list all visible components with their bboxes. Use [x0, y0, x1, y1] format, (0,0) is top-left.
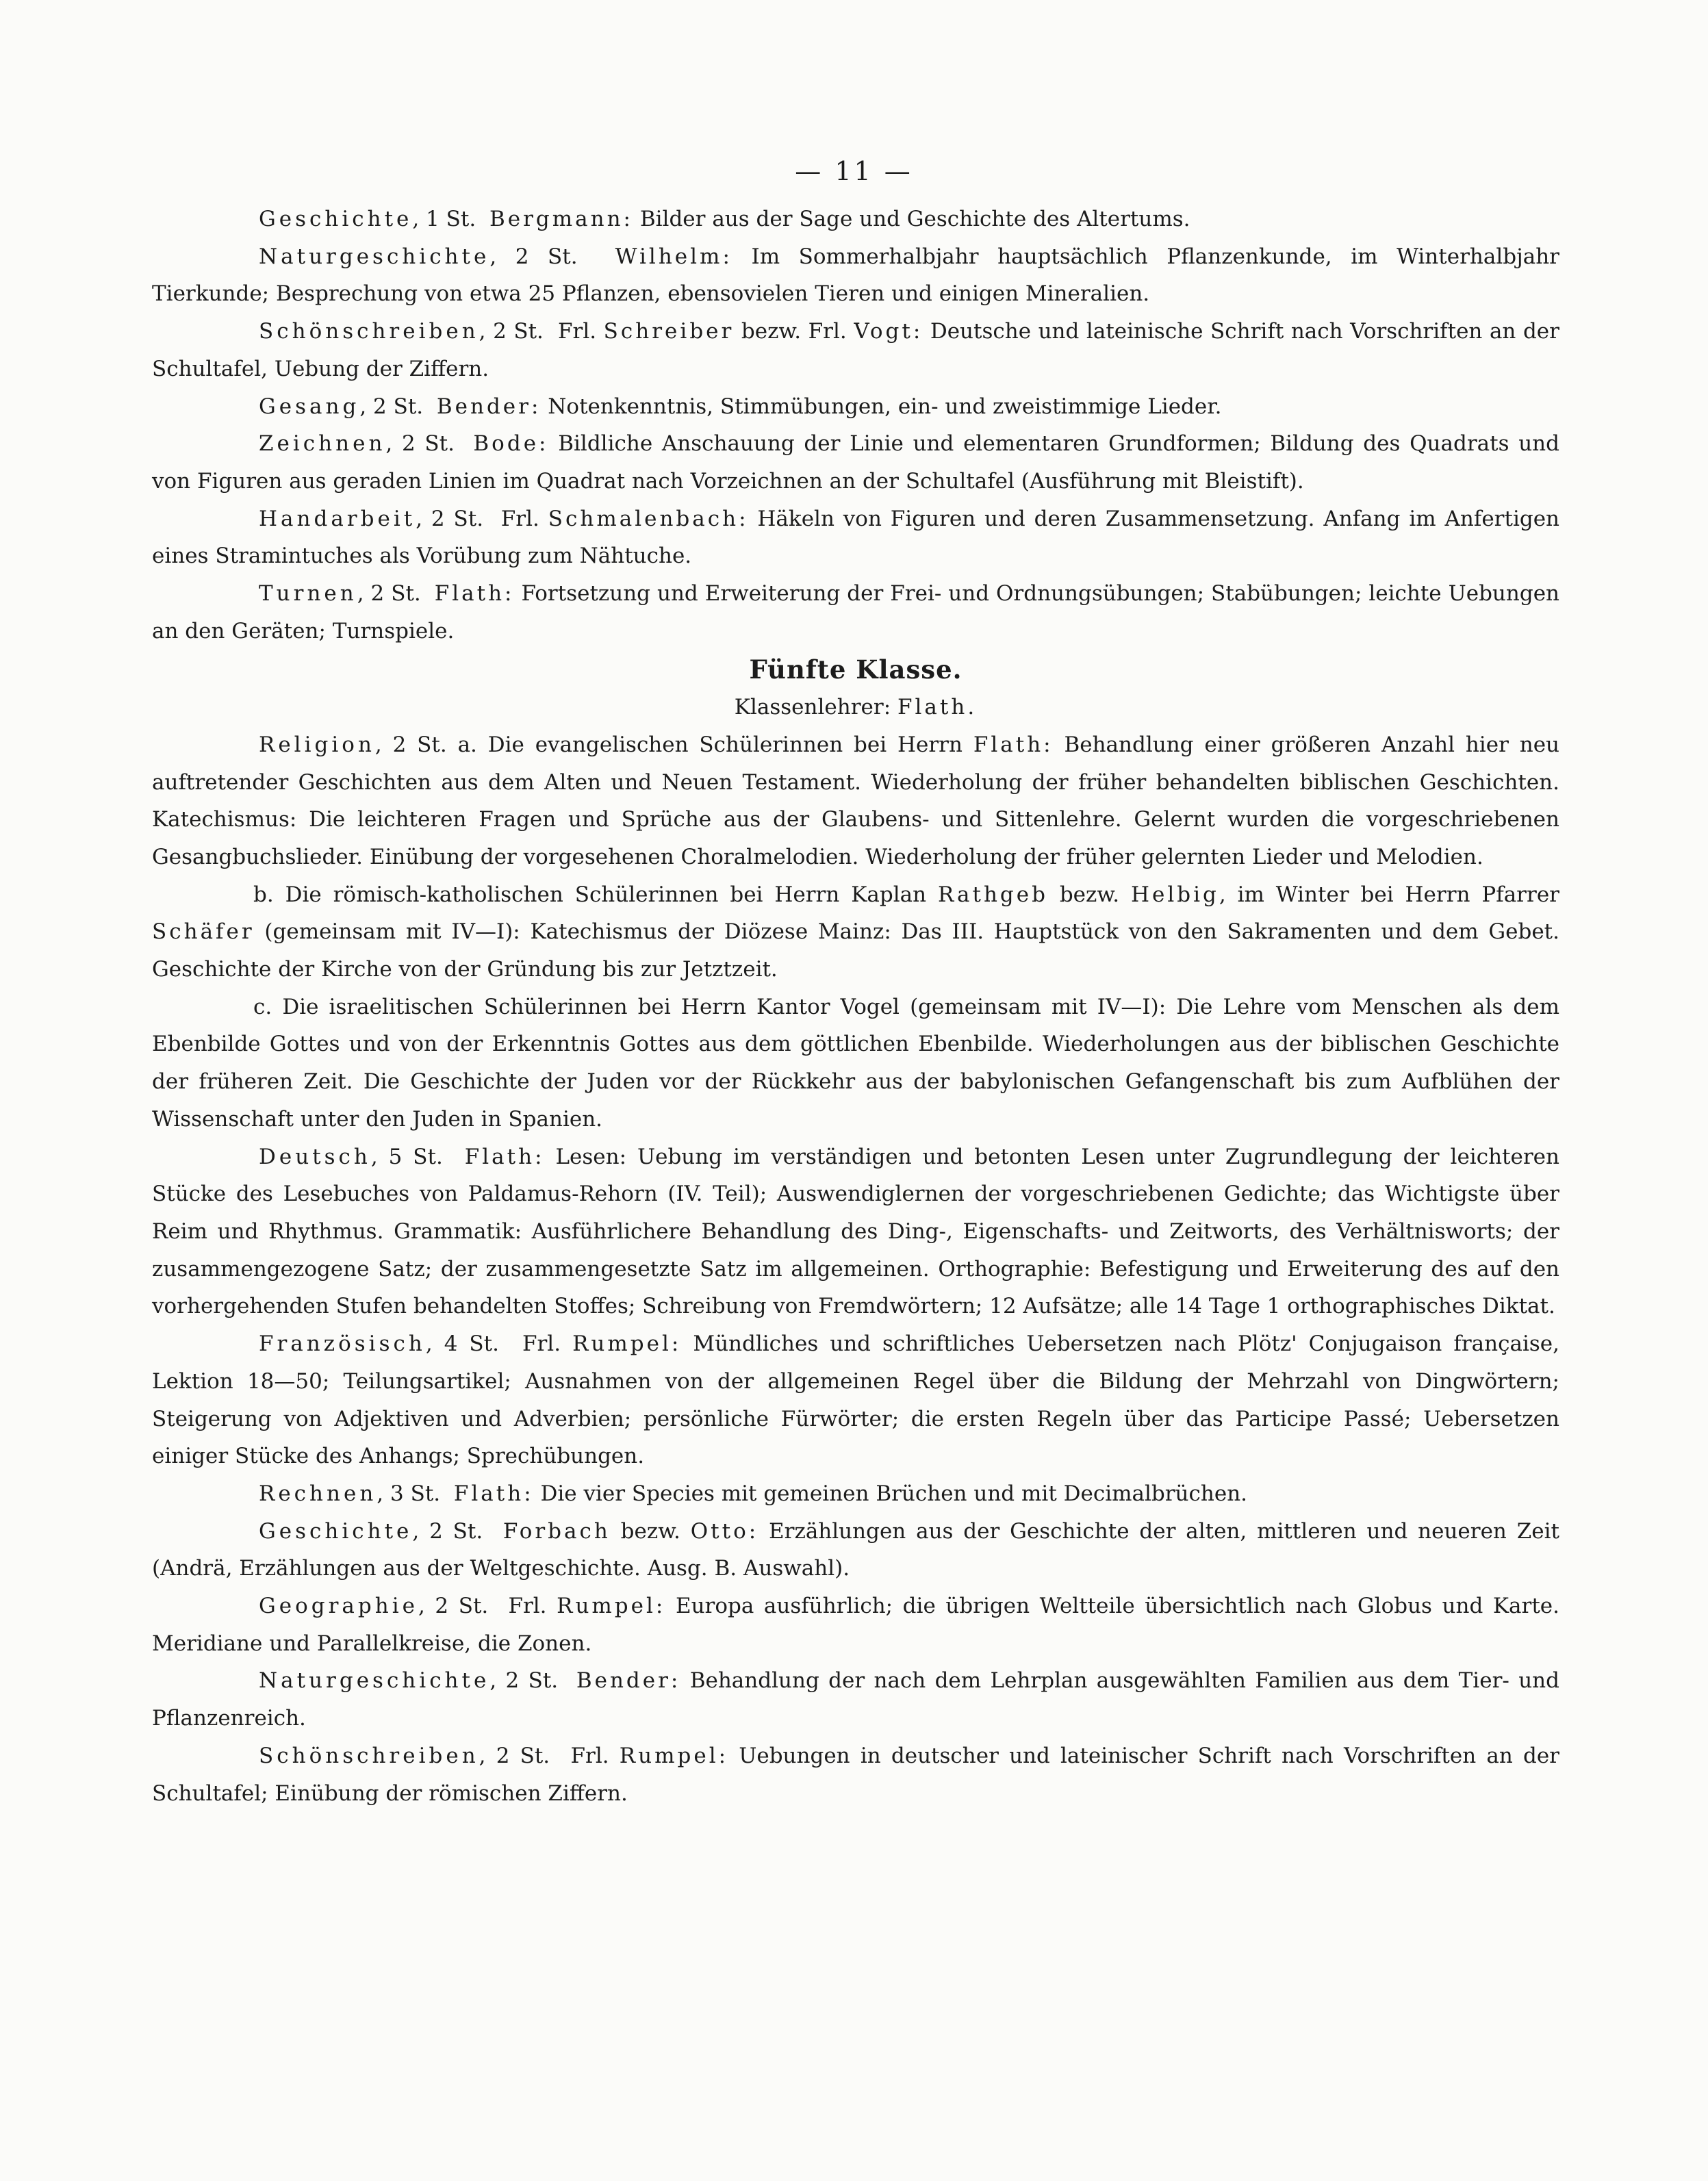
entry-text: Behandlung der nach dem Lehrplan ausgewählten Familien aus dem Tier- und Pflanzenreich.: [152, 1668, 1559, 1731]
teacher-name: Forbach: [502, 1518, 611, 1544]
section-heading: Fünfte Klasse.: [749, 654, 963, 685]
teacher-name-2: Vogt:: [854, 319, 923, 344]
teacher-name: Rathgeb: [937, 882, 1048, 907]
hours: , 1 St.: [412, 207, 476, 231]
entry-handarbeit-4: [152, 500, 1559, 575]
entry-text: Im Sommerhalbjahr hauptsächlich Pflanzenkunde, im Winterhalbjahr Tierkunde; Besprechung von etwa 25 Pflanzen, ebensovielen Tieren und einigen Mineralien.: [152, 244, 1559, 307]
teacher-name: Schreiber: [603, 319, 735, 344]
hours: , 2 St.: [489, 244, 578, 269]
teacher-name: Bender:: [576, 1668, 681, 1694]
teacher-prefix: Frl.: [500, 506, 548, 531]
entry-text: b. Die römisch-katholischen Schülerinnen bei Herrn Kaplan: [253, 882, 938, 907]
entry-text: a. Die evangelischen Schülerinnen bei Herrn: [446, 732, 973, 757]
entry-naturgeschichte-5: [152, 1662, 1559, 1737]
entry-gesang-4: [152, 388, 1559, 426]
teacher-name: Flath:: [464, 1144, 545, 1169]
subject-name: Schönschreiben: [259, 319, 479, 344]
subject-name: Geschichte: [259, 1518, 413, 1544]
subject-name: Zeichnen: [259, 431, 386, 457]
teacher-prefix: Frl.: [558, 319, 604, 344]
teacher-name: Bode:: [473, 431, 549, 457]
teacher-name: Rumpel:: [619, 1743, 729, 1768]
teacher-name: Wilhelm:: [615, 244, 732, 269]
teacher-name: Bergmann:: [489, 207, 633, 231]
entry-religion-a: [152, 726, 1559, 876]
entry-deutsch-5: [152, 1138, 1559, 1326]
hours: , 2 St.: [479, 1743, 550, 1768]
entry-text: Europa ausführlich; die übrigen Weltteile übersichtlich nach Globus und Karte. Meridiane und Parallelkreise, die Zonen.: [152, 1594, 1559, 1656]
entry-text: Häkeln von Figuren und deren Zusammensetzung. Anfang im Anfertigen eines Stramintuches als Vorübung zum Nähtuche.: [152, 506, 1560, 569]
entry-geographie-5: [152, 1587, 1559, 1662]
entry-text: Deutsche und lateinische Schrift nach Vorschriften an der Schultafel, Uebung der Ziffern.: [152, 319, 1559, 381]
teacher-name: Rumpel:: [572, 1331, 682, 1357]
hours: , 3 St.: [377, 1481, 441, 1506]
teacher-prefix: Frl.: [508, 1594, 557, 1619]
entry-religion-b: [152, 876, 1559, 989]
entry-text: Erzählungen aus der Geschichte der alten, mittleren und neueren Zeit (Andrä, Erzählungen aus der Weltgeschichte. Ausg. B. Auswahl).: [152, 1518, 1559, 1581]
teacher-name: Flath:: [973, 732, 1054, 757]
class-teacher-label: Klassenlehrer:: [734, 695, 891, 720]
hours: , 2 St.: [385, 431, 455, 457]
entry-text: c. Die israelitischen Schülerinnen bei Herrn Kantor Vogel (gemeinsam mit IV—I): Die Lehre vom Menschen als dem Ebenbilde Gottes und von der Erkenntnis Gottes aus dem göttlichen Ebenbilde. Wiederholungen aus der biblischen Geschichte der früheren Zeit. Die Geschichte der Juden vor der Rückkehr aus der babylonischen Gefangenschaft bis zum Aufblühen der Wissenschaft unter den Juden in Spanien.: [152, 994, 1559, 1132]
hours: , 5 St.: [370, 1144, 443, 1169]
entry-rechnen-5: [152, 1475, 1559, 1513]
entry-geschichte-5: [152, 1513, 1559, 1587]
teacher-separator: bezw.: [1047, 882, 1131, 907]
entry-religion-c: [152, 989, 1559, 1138]
teacher-name: Flath:: [434, 581, 515, 607]
hours: , 2 St.: [357, 581, 421, 607]
subject-name: Geschichte: [259, 207, 413, 231]
entry-text: Behandlung einer größeren Anzahl hier neu auftretender Geschichten aus dem Alten und Neuen Testament. Wiederholung der früher behandelten biblischen Geschichten. Katechismus: Die leichteren Fragen und Sprüche aus der Glaubens- und Sittenlehre. Gelernt wurden die vorgeschriebenen Gesangbuchslieder. Einübung der vorgesehenen Choralmelodien. Wiederholung der früher gelernten Lieder und Melodien.: [152, 732, 1560, 869]
hours: , 2 St.: [489, 1668, 559, 1694]
teacher-name: Flath:: [453, 1481, 534, 1506]
subject-name: Religion: [259, 732, 375, 757]
page-number: — 11 —: [795, 156, 913, 186]
teacher-name: Bender:: [436, 394, 541, 419]
hours: , 2 St.: [412, 1518, 483, 1544]
page-body: [152, 201, 1559, 1812]
teacher-name-2: Otto:: [690, 1518, 759, 1544]
subject-name: Gesang: [259, 394, 360, 419]
subject-name: Turnen: [259, 581, 357, 607]
subject-name: Naturgeschichte: [259, 244, 490, 269]
hours: , 4 St.: [425, 1331, 499, 1357]
teacher-name: Rumpel:: [557, 1594, 666, 1619]
subject-name: Rechnen: [259, 1481, 377, 1506]
entry-schoenschreiben-4: [152, 313, 1559, 387]
teacher-separator: bezw. Frl.: [734, 319, 854, 344]
entry-text: Notenkenntnis, Stimmübungen, ein- und zweistimmige Lieder.: [541, 394, 1222, 419]
class-teacher-name: Flath.: [897, 695, 978, 720]
hours: , 2 St.: [418, 1594, 489, 1619]
entry-text: Fortsetzung und Erweiterung der Frei- und Ordnungsübungen; Stabübungen; leichte Uebungen an den Geräten; Turnspiele.: [152, 581, 1560, 643]
hours: , 2 St.: [359, 394, 424, 419]
teacher-separator: bezw.: [610, 1518, 691, 1544]
teacher-name-2: Helbig: [1130, 882, 1219, 907]
entry-text: Die vier Species mit gemeinen Brüchen und mit Decimalbrüchen.: [533, 1481, 1248, 1506]
hours: , 2 St.: [374, 732, 447, 757]
entry-text: Uebungen in deutscher und lateinischer Schrift nach Vorschriften an der Schultafel; Einübung der römischen Ziffern.: [152, 1743, 1559, 1806]
subject-name: Geographie: [259, 1594, 418, 1619]
entry-schoenschreiben-5: [152, 1737, 1559, 1812]
teacher-prefix: Frl.: [522, 1331, 573, 1357]
entry-text: Bilder aus der Sage und Geschichte des Altertums.: [633, 207, 1190, 231]
entry-text: (gemeinsam mit IV—I): Katechismus der Diözese Mainz: Das III. Hauptstück von den Sakramenten und dem Gebet. Geschichte der Kirche von der Gründung bis zur Jetztzeit.: [152, 919, 1559, 982]
entry-turnen-4: [152, 575, 1559, 650]
teacher-prefix: Frl.: [570, 1743, 620, 1768]
entry-zeichnen-4: [152, 425, 1559, 500]
subject-name: Deutsch: [259, 1144, 371, 1169]
entry-text: , im Winter bei Herrn Pfarrer: [1219, 882, 1559, 907]
entry-franzoesisch-5: [152, 1325, 1559, 1475]
entry-text: Mündliches und schriftliches Uebersetzen nach Plötz' Conjugaison française, Lektion 18—50; Teilungsartikel; Ausnahmen von der allgemeinen Regel über die Bildung der Mehrzahl von Dingwörtern; Steigerung von Adjektiven und Adverbien; persönliche Fürwörter; die ersten Regeln über das Participe Passé; Uebersetzen einiger Stücke des Anhangs; Sprechübungen.: [152, 1331, 1559, 1469]
teacher-name-3: Schäfer: [152, 919, 255, 945]
entry-geschichte-4: [152, 201, 1559, 238]
hours: , 2 St.: [416, 506, 484, 531]
teacher-name: Schmalenbach:: [548, 506, 749, 531]
entry-text: Lesen: Uebung im verständigen und betonten Lesen unter Zugrundlegung der leichteren Stücke des Lesebuches von Paldamus-Rehorn (IV. Teil); Auswendiglernen der vorgeschriebenen Gedichte; das Wichtigste über Reim und Rhythmus. Grammatik: Ausführlichere Behandlung des Ding-, Eigenschafts- und Zeitworts, des Verhältnisworts; der zusammengezogene Satz; der zusammengesetzte Satz im allgemeinen. Orthographie: Befestigung und Erweiterung des auf den vorhergehenden Stufen behandelten Stoffes; Schreibung von Fremdwörtern; 12 Aufsätze; alle 14 Tage 1 orthographisches Diktat.: [152, 1144, 1559, 1319]
entry-text: Bildliche Anschauung der Linie und elementaren Grundformen; Bildung des Quadrats und von Figuren aus geraden Linien im Quadrat nach Vorzeichnen an der Schultafel (Ausführung mit Bleistift).: [152, 431, 1559, 494]
subject-name: Handarbeit: [259, 506, 416, 531]
subject-name: Französisch: [259, 1331, 426, 1357]
subject-name: Schönschreiben: [259, 1743, 479, 1768]
entry-naturgeschichte-4: [152, 238, 1559, 313]
hours: , 2 St.: [479, 319, 544, 344]
subject-name: Naturgeschichte: [259, 1668, 490, 1694]
class-teacher-line: [152, 689, 1559, 726]
